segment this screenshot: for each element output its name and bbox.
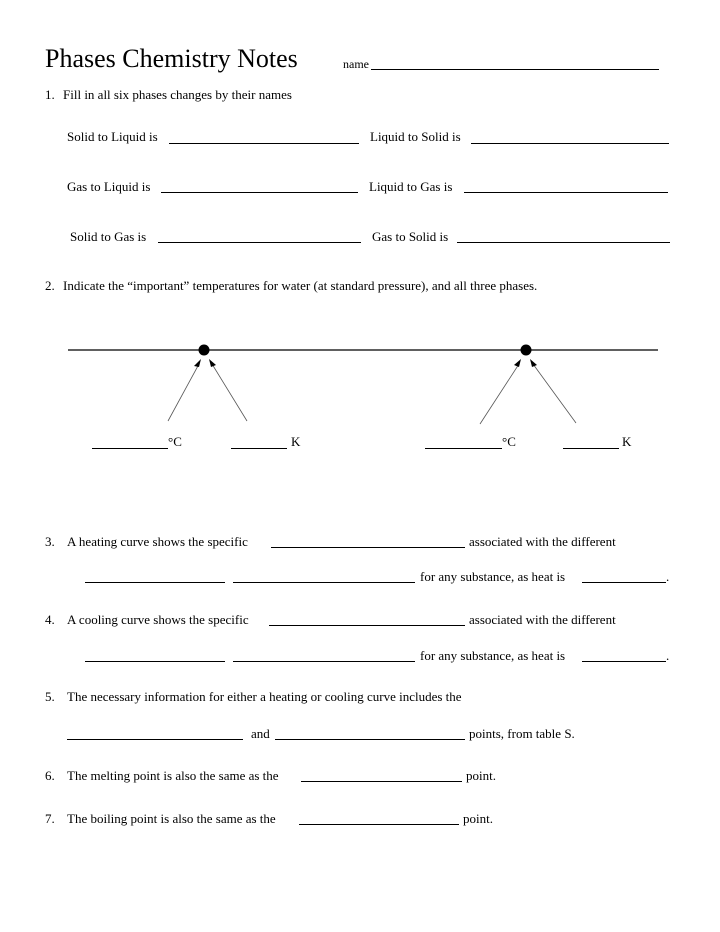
q3-blank-1[interactable] (271, 547, 465, 548)
melting-kelvin-blank[interactable] (231, 448, 287, 449)
boiling-celsius-blank[interactable] (425, 448, 502, 449)
q5-text-b: points, from table S. (469, 726, 575, 741)
q3-blank-4[interactable] (582, 582, 666, 583)
q4-text-c: for any substance, as heat is (420, 648, 566, 663)
boiling-celsius-unit: °C (502, 434, 516, 449)
q1-prompt: Fill in all six phases changes by their names (63, 87, 292, 102)
q5-and: and (251, 726, 270, 741)
name-label: name (343, 57, 369, 71)
q1-liquid-to-solid-blank[interactable] (471, 143, 669, 144)
q1-number: 1. (45, 87, 55, 102)
q7-number: 7. (45, 811, 55, 826)
q1-gas-to-solid-label: Gas to Solid is (372, 229, 449, 244)
q3-blank-2[interactable] (85, 582, 225, 583)
q4-text-b: associated with the different (469, 612, 616, 627)
q3-text-b: associated with the different (469, 534, 616, 549)
boiling-kelvin-blank[interactable] (563, 448, 619, 449)
worksheet-title: Phases Chemistry Notes (45, 44, 298, 73)
q7-blank[interactable] (299, 824, 459, 825)
left-arrow-celsius (168, 364, 199, 421)
q3-end: . (666, 569, 670, 584)
q2-prompt: Indicate the “important” temperatures for water (at standard pressure), and all three phases. (63, 278, 538, 293)
q5-number: 5. (45, 689, 55, 704)
q1-liquid-to-solid-label: Liquid to Solid is (370, 129, 461, 144)
q3-text-c: for any substance, as heat is (420, 569, 566, 584)
right-arrow-celsius (480, 364, 519, 424)
boiling-point-dot (521, 345, 532, 356)
q1-solid-to-liquid-blank[interactable] (169, 143, 359, 144)
melting-point-dot (199, 345, 210, 356)
q7-text-b: point. (463, 811, 493, 826)
q6-number: 6. (45, 768, 55, 783)
q1-gas-to-liquid-blank[interactable] (161, 192, 358, 193)
q4-blank-3[interactable] (233, 661, 415, 662)
q3-blank-3[interactable] (233, 582, 415, 583)
q6-blank[interactable] (301, 781, 462, 782)
boiling-kelvin-unit: K (622, 434, 632, 449)
q1-liquid-to-gas-blank[interactable] (464, 192, 668, 193)
q4-text-a: A cooling curve shows the specific (67, 612, 249, 627)
q2-number: 2. (45, 278, 55, 293)
q6-text-b: point. (466, 768, 496, 783)
name-blank[interactable] (371, 69, 659, 70)
q4-end: . (666, 648, 670, 663)
q1-liquid-to-gas-label: Liquid to Gas is (369, 179, 453, 194)
q1-solid-to-gas-blank[interactable] (158, 242, 361, 243)
q4-blank-2[interactable] (85, 661, 225, 662)
q3-text-a: A heating curve shows the specific (67, 534, 248, 549)
q7-text-a: The boiling point is also the same as the (67, 811, 276, 826)
left-arrow-kelvin (212, 364, 247, 421)
melting-kelvin-unit: K (291, 434, 301, 449)
q5-blank-1[interactable] (67, 739, 243, 740)
q6-text-a: The melting point is also the same as the (67, 768, 279, 783)
q4-number: 4. (45, 612, 55, 627)
q4-blank-1[interactable] (269, 625, 465, 626)
melting-celsius-unit: °C (168, 434, 182, 449)
q5-text-a: The necessary information for either a heating or cooling curve includes the (67, 689, 462, 704)
q1-gas-to-liquid-label: Gas to Liquid is (67, 179, 151, 194)
right-arrow-kelvin (533, 364, 576, 423)
q3-number: 3. (45, 534, 55, 549)
melting-celsius-blank[interactable] (92, 448, 168, 449)
q1-solid-to-liquid-label: Solid to Liquid is (67, 129, 158, 144)
q1-solid-to-gas-label: Solid to Gas is (70, 229, 147, 244)
q1-gas-to-solid-blank[interactable] (457, 242, 670, 243)
q5-blank-2[interactable] (275, 739, 465, 740)
q4-blank-4[interactable] (582, 661, 666, 662)
